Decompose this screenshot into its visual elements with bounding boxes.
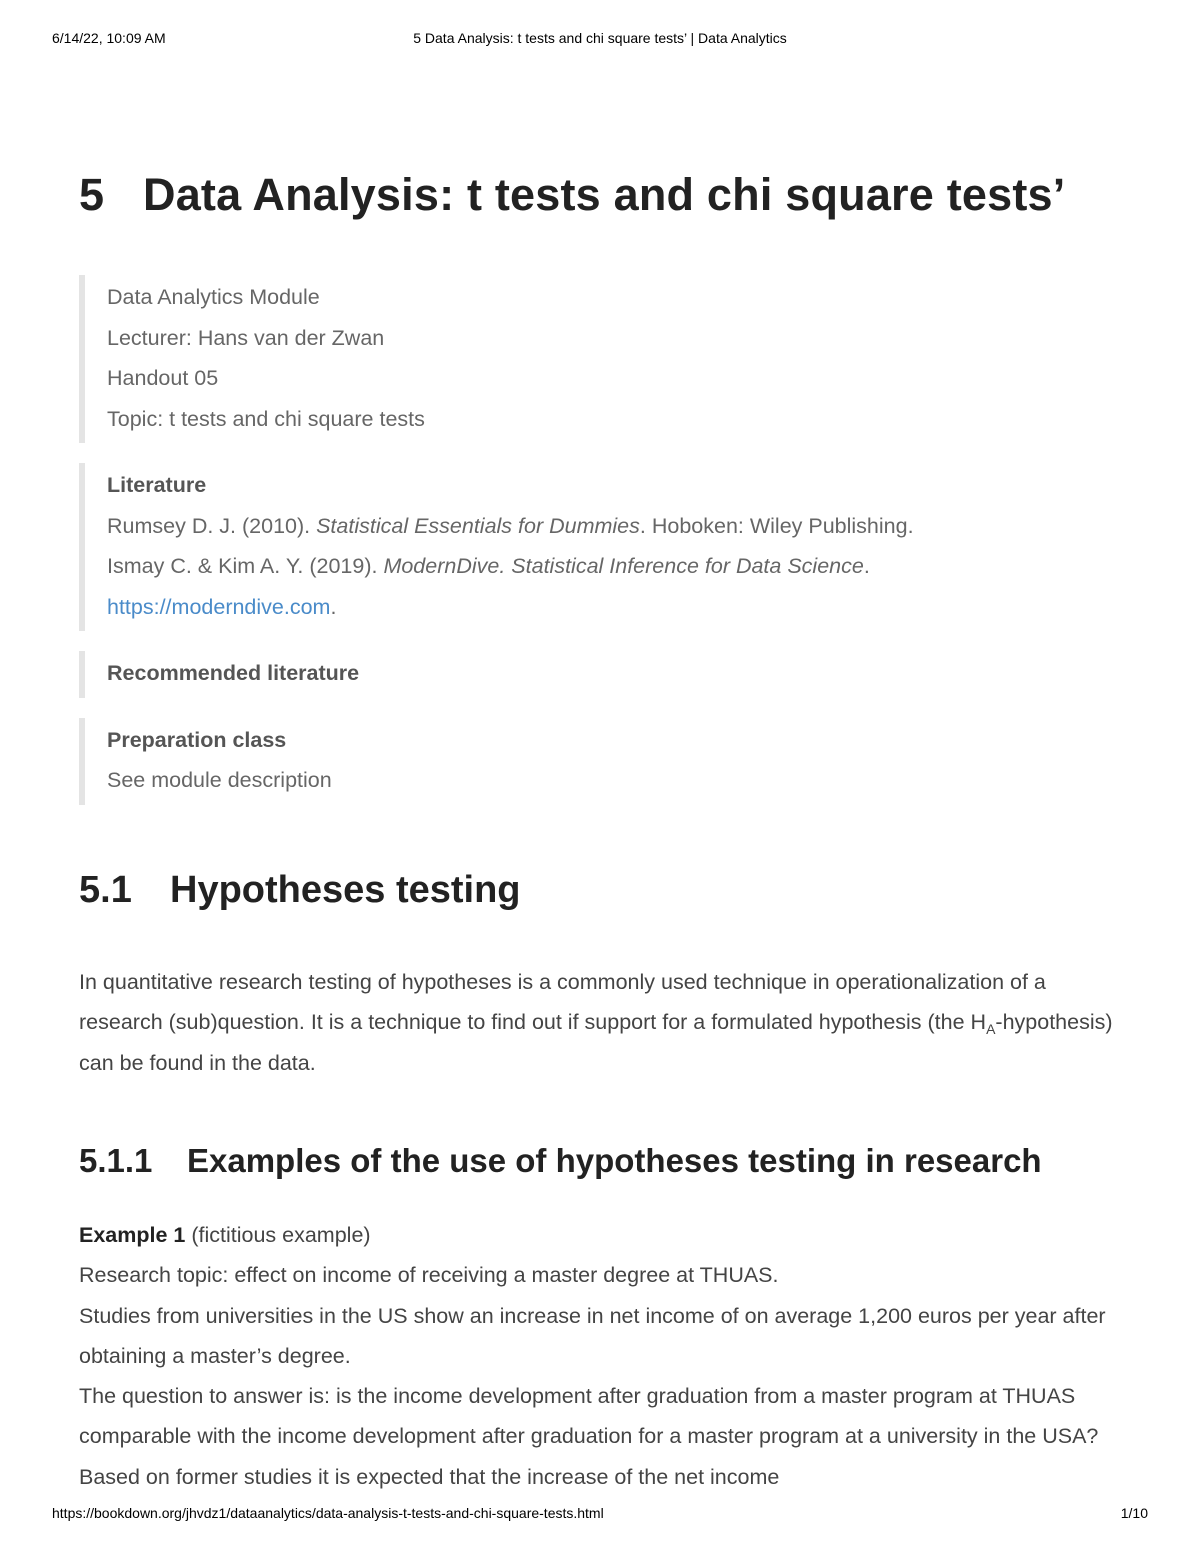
preparation-box (79, 718, 1124, 805)
ref1-title: Statistical Essentials for Dummies (316, 513, 640, 538)
example-label: Example 1 (79, 1223, 186, 1247)
chapter-number: 5 (79, 169, 105, 220)
ref2-end: . (863, 554, 870, 578)
ref2-title: ModernDive. Statistical Inference for Data Science (383, 554, 864, 578)
literature-box (79, 463, 1124, 631)
paragraph-text-2: -hypothesis) can be found in the data. (79, 1010, 1113, 1075)
preparation-heading: Preparation class (107, 727, 287, 752)
link-suffix: . (330, 594, 337, 619)
literature-heading: Literature (107, 473, 207, 497)
print-page-title: 5 Data Analysis: t tests and chi square tests’ | Data Analytics (413, 30, 787, 46)
lecturer: Lecturer: Hans van der Zwan (107, 325, 385, 350)
module-name: Data Analytics Module (107, 285, 320, 309)
recommended-heading: Recommended literature (107, 661, 360, 685)
module-info-box (79, 275, 1124, 443)
chapter-title (79, 160, 1124, 230)
print-page-number: 1/10 (1120, 1505, 1148, 1521)
literature-ref-1 (107, 506, 1124, 547)
hypotheses-paragraph (79, 962, 1124, 1084)
topic: Topic: t tests and chi square tests (107, 406, 425, 431)
print-url: https://bookdown.org/jhvdz1/dataanalytics/data-analysis-t-tests-and-chi-square-tests.html (52, 1505, 604, 1521)
print-date: 6/14/22, 10:09 AM (52, 30, 166, 46)
section-number: 5.1 (79, 868, 132, 911)
ref2-authors: Ismay C. & Kim A. Y. (2019). (107, 554, 384, 578)
example-1 (79, 1215, 1124, 1497)
document-content (79, 160, 1124, 1497)
moderndive-link[interactable]: https://moderndive.com (107, 594, 331, 619)
chapter-title-text: Data Analysis: t tests and chi square tests’ (143, 169, 1066, 220)
subscript-a: A (986, 1021, 996, 1037)
example-label-note: (fictitious example) (185, 1223, 371, 1247)
subsection-number: 5.1.1 (79, 1142, 153, 1179)
example-line-3: The question to answer is: is the income development after graduation from a master program at THUAS comparable with the income development after graduation for a master program at a university in the USA? Based on former studies it is expected that the increase of the net income (79, 1384, 1099, 1489)
example-line-1: Research topic: effect on income of receiving a master degree at THUAS. (79, 1263, 779, 1288)
print-footer (52, 1505, 1148, 1525)
print-header (52, 30, 1148, 50)
preparation-text: See module description (107, 768, 332, 792)
subsection-title: Examples of the use of hypotheses testing in research (187, 1142, 1042, 1179)
example-line-2: Studies from universities in the US show an increase in net income of on average 1,200 euros per year after obtaining a master’s degree. (79, 1303, 1106, 1368)
section-heading-5-1-1 (79, 1135, 1124, 1187)
ref1-publisher: . Hoboken: Wiley Publishing. (639, 513, 914, 538)
recommended-literature-box (79, 651, 1124, 698)
section-heading-5-1 (79, 860, 1124, 920)
literature-ref-2 (107, 546, 1124, 587)
section-title: Hypotheses testing (170, 868, 521, 911)
paragraph-text-1: In quantitative research testing of hypotheses is a commonly used technique in operationalization of a research (sub)question. It is a technique to find out if support for a formulated hypothesis (the H (79, 969, 1046, 1034)
handout-number: Handout 05 (107, 366, 219, 390)
ref1-authors: Rumsey D. J. (2010). (107, 513, 317, 538)
